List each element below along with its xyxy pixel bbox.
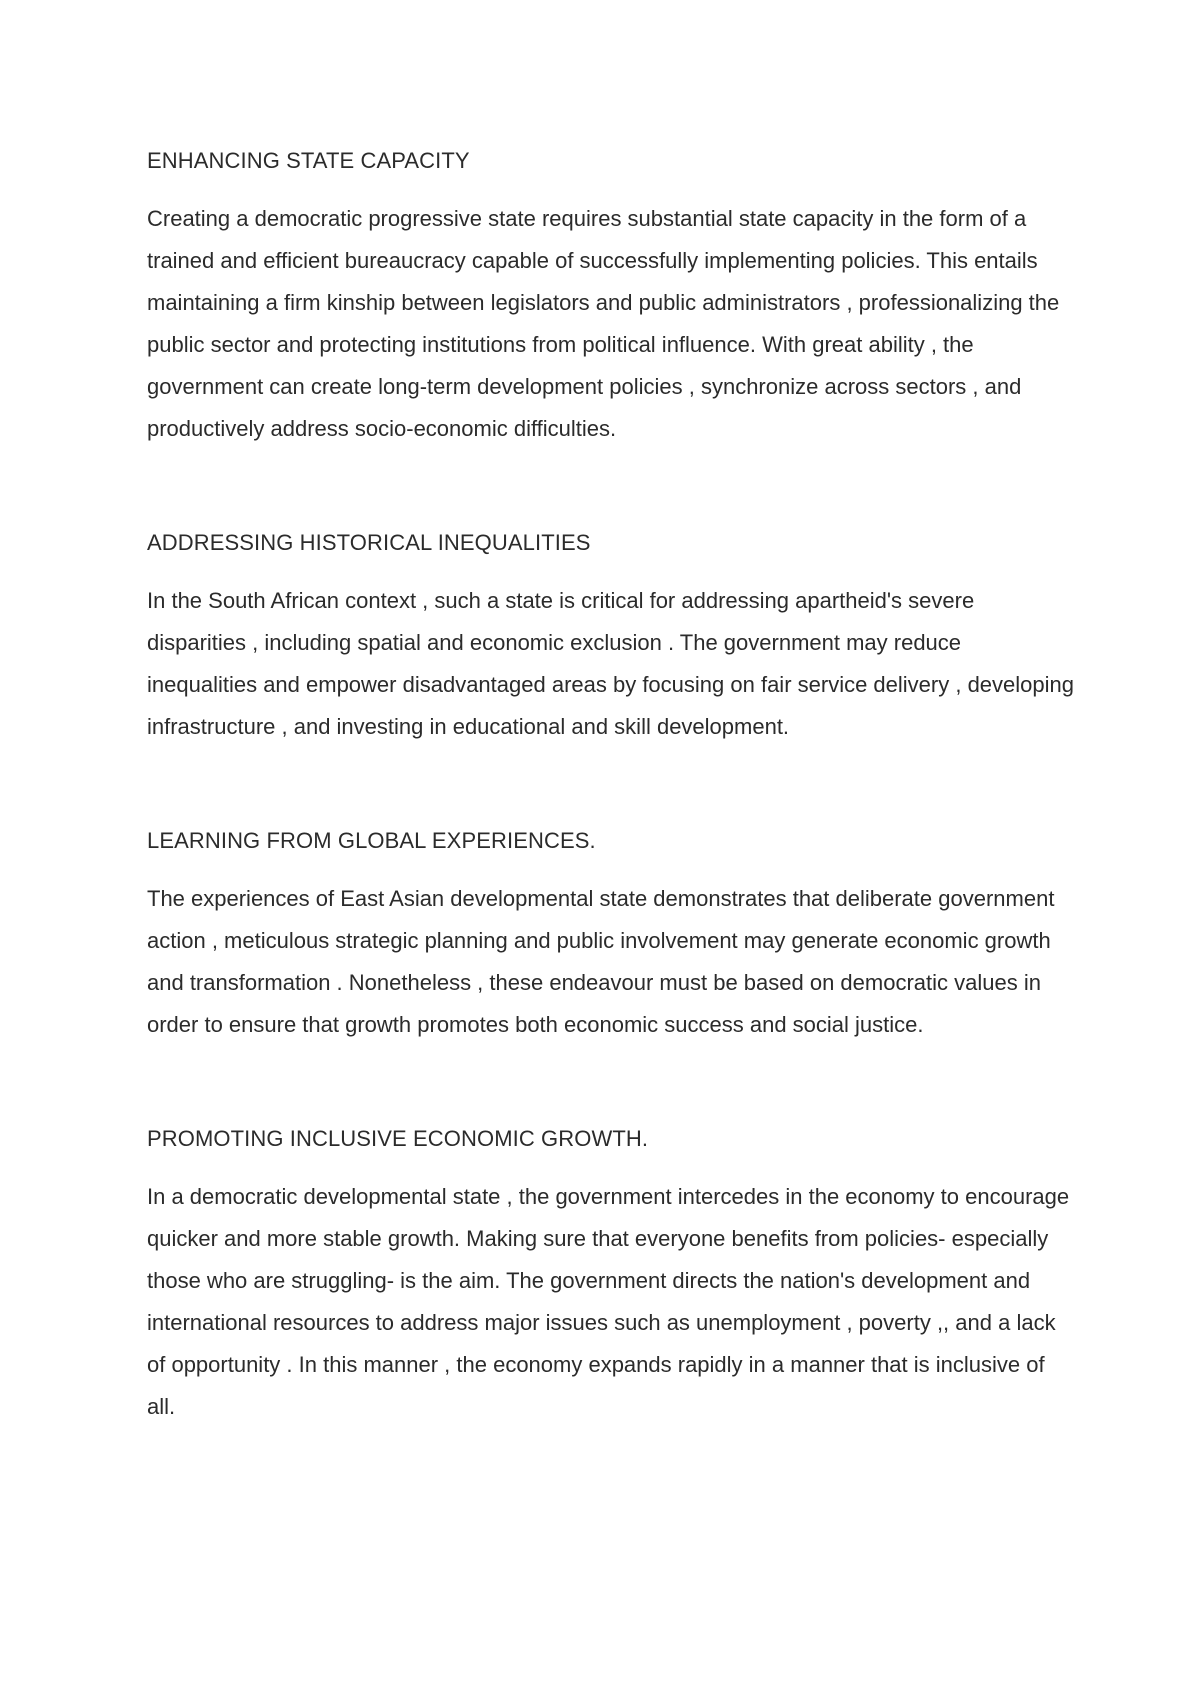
section-heading: LEARNING FROM GLOBAL EXPERIENCES. — [147, 828, 596, 853]
section-heading: ADDRESSING HISTORICAL INEQUALITIES — [147, 530, 591, 555]
section-addressing-historical-inequalities — [147, 522, 1077, 748]
section-learning-from-global-experiences — [147, 820, 1077, 1046]
document-page — [147, 140, 1077, 1500]
section-paragraph: In a democratic developmental state , the government intercedes in the economy to encourage quicker and more stable growth. Making sure that everyone benefits from policies- especially those who are struggling- is the aim. The government directs the nation's development and international resources to address major issues such as unemployment , poverty ,, and a lack of opportunity . In this manner , the economy expands rapidly in a manner that is inclusive of all. — [147, 1184, 1070, 1419]
section-heading: ENHANCING STATE CAPACITY — [147, 148, 470, 173]
section-enhancing-state-capacity — [147, 140, 1077, 450]
section-paragraph: The experiences of East Asian developmental state demonstrates that deliberate government action , meticulous strategic planning and public involvement may generate economic growth and transformation . Nonetheless , these endeavour must be based on democratic values in order to ensure that growth promotes both economic success and social justice. — [147, 886, 1055, 1037]
section-paragraph: Creating a democratic progressive state requires substantial state capacity in the form of a trained and efficient bureaucracy capable of successfully implementing policies. This entails maintaining a firm kinship between legislators and public administrators , professionalizing the public sector and protecting institutions from political influence. With great ability , the government can create long-term development policies , synchronize across sectors , and productively address socio-economic difficulties. — [147, 206, 1060, 441]
section-paragraph: In the South African context , such a state is critical for addressing apartheid's severe disparities , including spatial and economic exclusion . The government may reduce inequalities and empower disadvantaged areas by focusing on fair service delivery , developing infrastructure , and investing in educational and skill development. — [147, 588, 1074, 739]
section-promoting-inclusive-economic-growth — [147, 1118, 1077, 1428]
section-heading: PROMOTING INCLUSIVE ECONOMIC GROWTH. — [147, 1126, 649, 1151]
